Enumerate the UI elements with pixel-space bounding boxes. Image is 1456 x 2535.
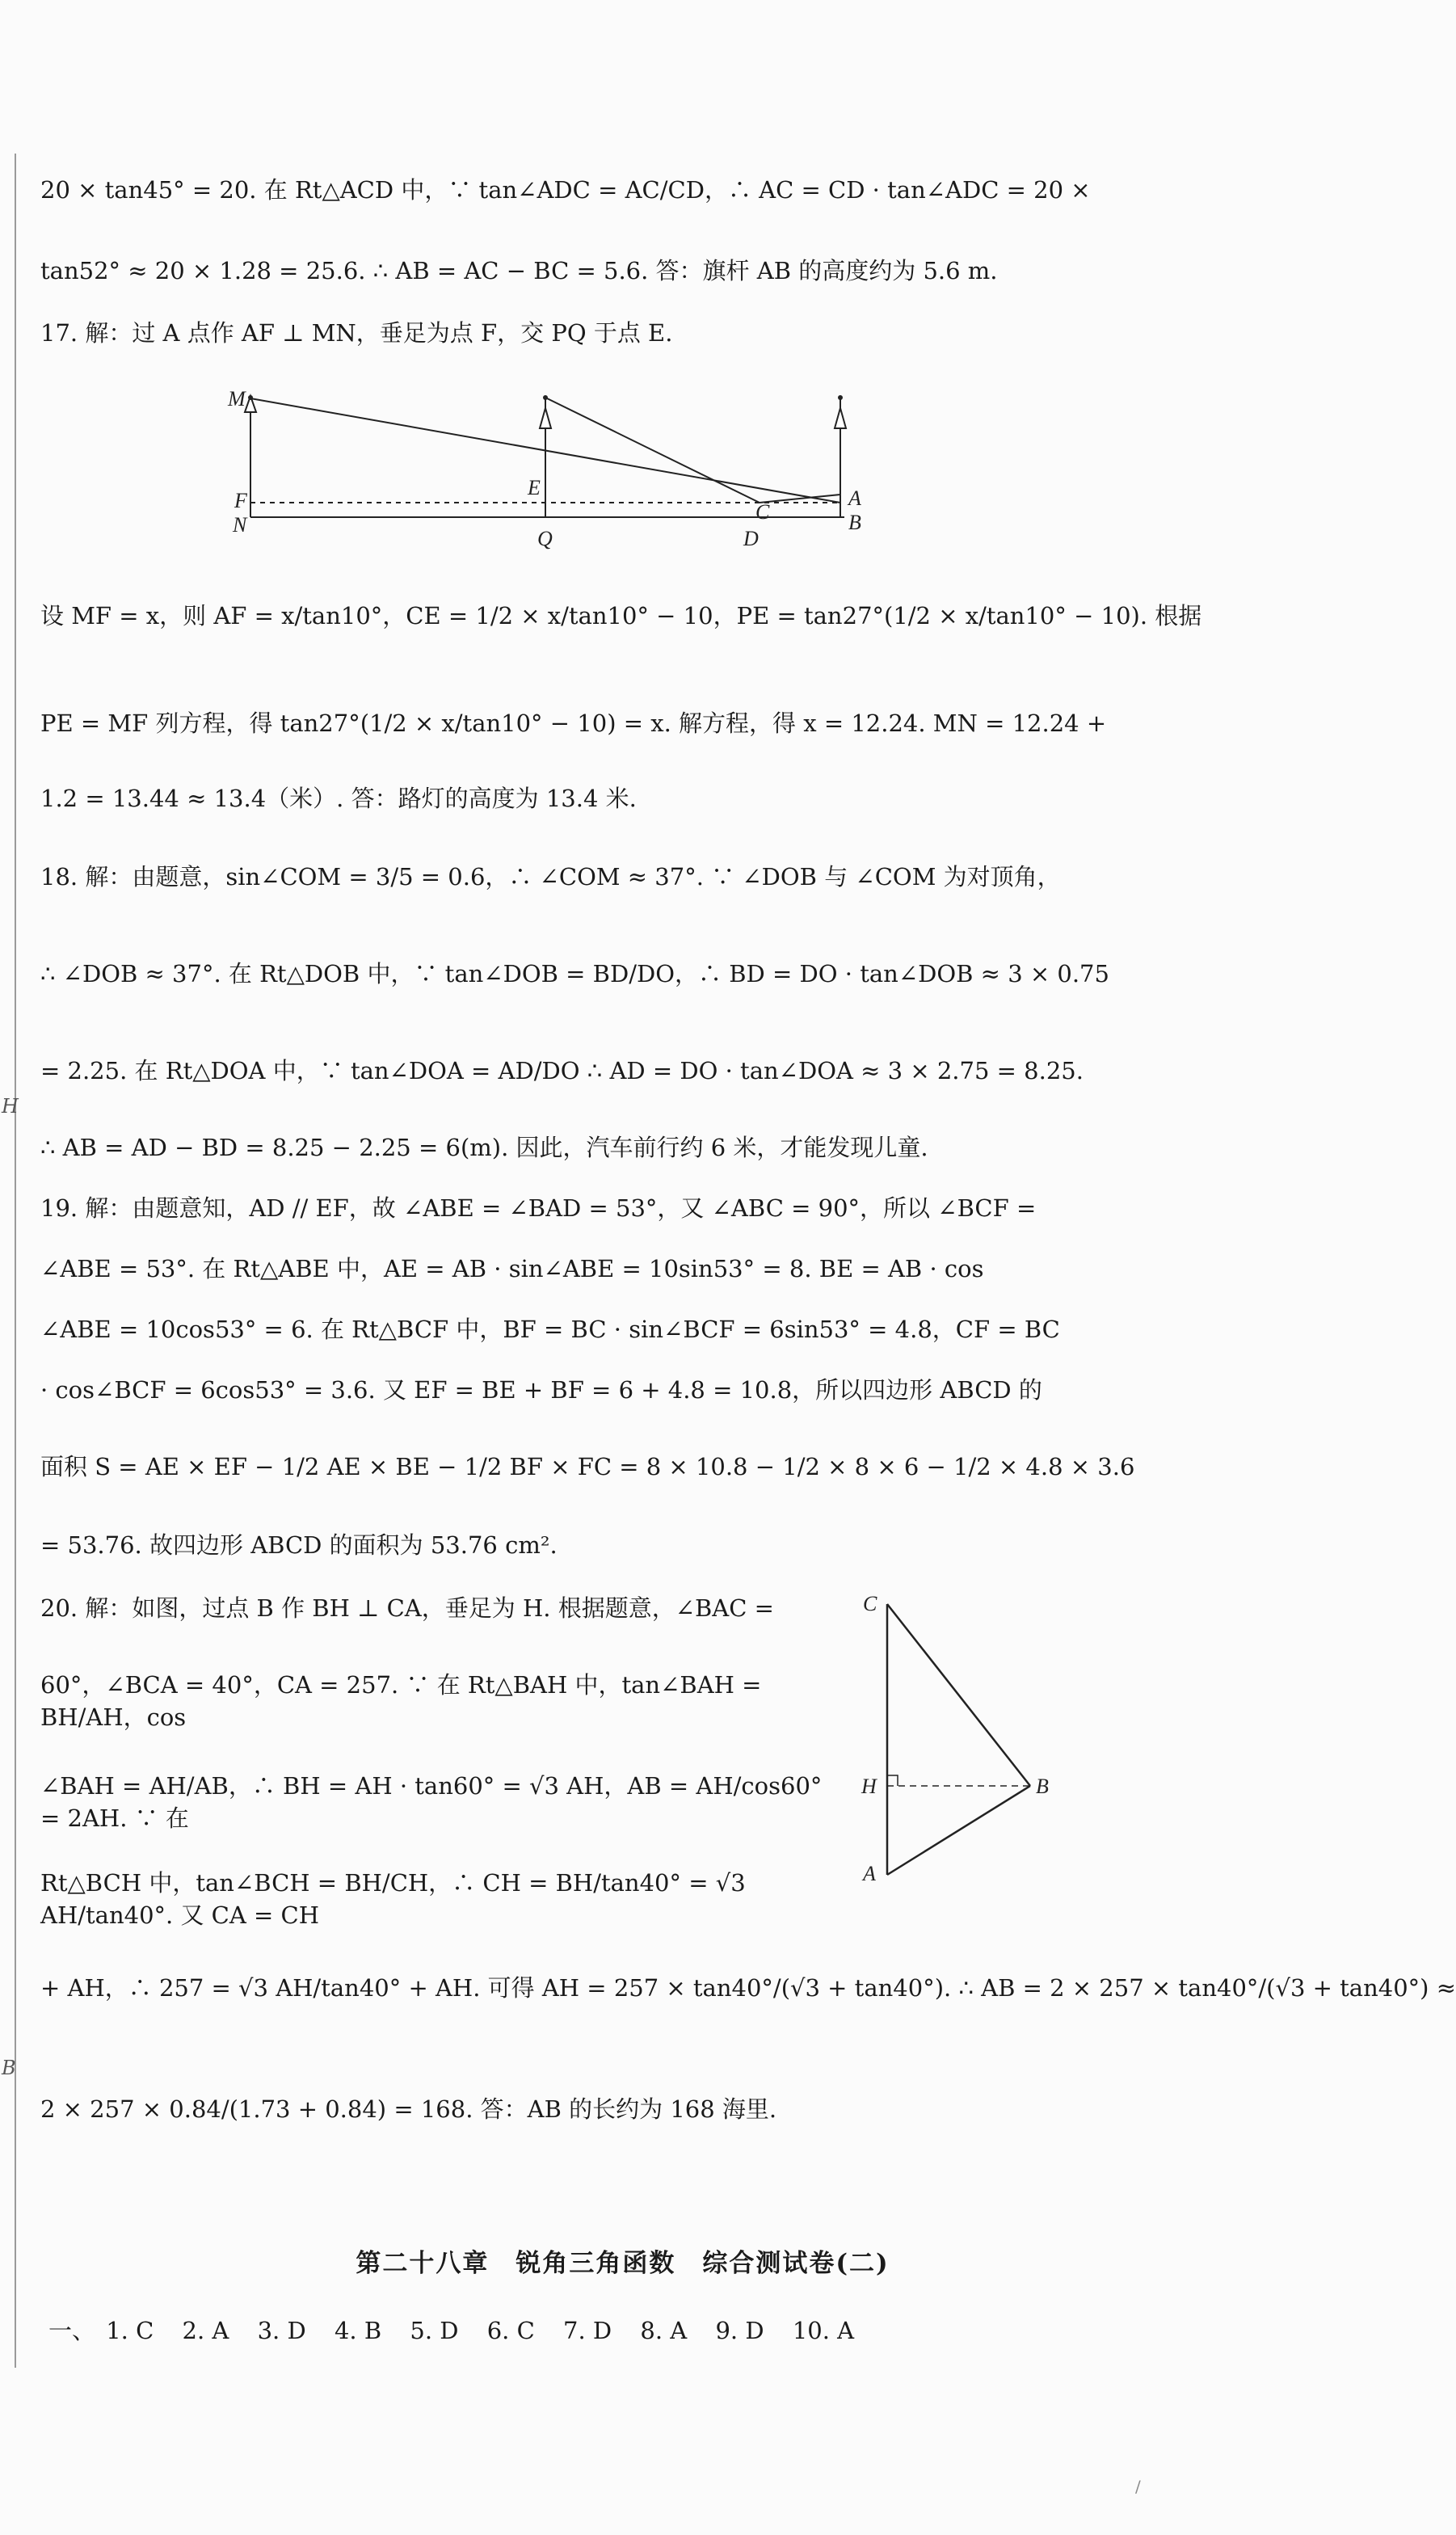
- answer-item: 8. A: [640, 2317, 688, 2344]
- text-line: 17. 解：过 A 点作 AF ⊥ MN，垂足为点 F，交 PQ 于点 E.: [40, 319, 673, 347]
- figure-label: H: [861, 1775, 877, 1798]
- text-line: tan52° ≈ 20 × 1.28 = 25.6. ∴ AB = AC − BC = 5.6. 答：旗杆 AB 的高度约为 5.6 m.: [40, 257, 998, 284]
- answer-item: 4. B: [334, 2317, 382, 2344]
- answer-item: 6. C: [486, 2317, 535, 2344]
- text-line: + AH，∴ 257 = √3 AH/tan40° + AH. 可得 AH = 257 × tan40°/(√3 + tan40°). ∴ AB = 2 × 257 × tan40°/(√3 + tan40°) ≈: [40, 1974, 1456, 2002]
- text-line: 20. 解：如图，过点 B 作 BH ⊥ CA，垂足为 H. 根据题意，∠BAC =: [40, 1594, 774, 1622]
- text-line: 20 × tan45° = 20. 在 Rt△ACD 中，∵ tan∠ADC = AC/CD，∴ AC = CD · tan∠ADC = 20 ×: [40, 176, 1091, 204]
- answer-item: 5. D: [410, 2317, 459, 2344]
- margin-mark: H: [2, 1095, 19, 1118]
- text-line: 60°，∠BCA = 40°，CA = 257. ∵ 在 Rt△BAH 中，tan∠BAH = BH/AH，cos: [40, 1671, 762, 1731]
- figure-label: A: [848, 486, 861, 510]
- answer-item: 2. A: [182, 2317, 229, 2344]
- text-line: ∠ABE = 53°. 在 Rt△ABE 中，AE = AB · sin∠ABE = 10sin53° = 8. BE = AB · cos: [40, 1255, 984, 1282]
- figure-17-diagram: [226, 380, 873, 558]
- text-line: ∴ ∠DOB ≈ 37°. 在 Rt△DOB 中，∵ tan∠DOB = BD/DO，∴ BD = DO · tan∠DOB ≈ 3 × 0.75: [40, 960, 1109, 987]
- text-line: ∴ AB = AD − BD = 8.25 − 2.25 = 6(m). 因此，汽车前行约 6 米，才能发现儿童.: [40, 1134, 928, 1161]
- answer-item: 7. D: [563, 2317, 612, 2344]
- margin-mark: B: [2, 2057, 16, 2079]
- figure-label: A: [863, 1862, 876, 1885]
- section-heading: 第二十八章 锐角三角函数 综合测试卷(二): [356, 2249, 890, 2278]
- figure-label: Q: [537, 527, 553, 550]
- page-mark: /: [1135, 2477, 1141, 2496]
- text-line: 19. 解：由题意知，AD // EF，故 ∠ABE = ∠BAD = 53°，又 ∠ABC = 90°，所以 ∠BCF =: [40, 1194, 1037, 1222]
- figure-label: C: [863, 1592, 877, 1615]
- answer-item: 3. D: [257, 2317, 306, 2344]
- text-line: 1.2 = 13.44 ≈ 13.4（米）. 答：路灯的高度为 13.4 米.: [40, 785, 637, 812]
- text-line: 面积 S = AE × EF − 1/2 AE × BE − 1/2 BF × FC = 8 × 10.8 − 1/2 × 8 × 6 − 1/2 × 4.8 × 3.6: [40, 1453, 1135, 1480]
- text-line: 18. 解：由题意，sin∠COM = 3/5 = 0.6，∴ ∠COM ≈ 37°. ∵ ∠DOB 与 ∠COM 为对顶角，: [40, 863, 1061, 891]
- figure-label: B: [1036, 1775, 1049, 1798]
- figure-label: N: [233, 513, 247, 537]
- figure-label: M: [228, 387, 246, 411]
- text-line: · cos∠BCF = 6cos53° = 3.6. 又 EF = BE + BF = 6 + 4.8 = 10.8，所以四边形 ABCD 的: [40, 1376, 1042, 1404]
- text-line: 设 MF = x，则 AF = x/tan10°，CE = 1/2 × x/tan10° − 10，PE = tan27°(1/2 × x/tan10° − 10). 根据: [40, 602, 1202, 630]
- figure-label: B: [848, 511, 861, 534]
- text-line: ∠BAH = AH/AB，∴ BH = AH · tan60° = √3 AH，AB = AH/cos60° = 2AH. ∵ 在: [40, 1772, 823, 1832]
- text-line: Rt△BCH 中，tan∠BCH = BH/CH，∴ CH = BH/tan40° = √3 AH/tan40°. 又 CA = CH: [40, 1869, 746, 1929]
- answer-item: 9. D: [715, 2317, 764, 2344]
- text-line: PE = MF 列方程，得 tan27°(1/2 × x/tan10° − 10) = x. 解方程，得 x = 12.24. MN = 12.24 +: [40, 710, 1107, 737]
- answer-list: [48, 2313, 875, 2346]
- text-line: = 2.25. 在 Rt△DOA 中，∵ tan∠DOA = AD/DO ∴ AD = DO · tan∠DOA ≈ 3 × 2.75 = 8.25.: [40, 1057, 1084, 1084]
- answer-item: 1. C: [106, 2317, 154, 2344]
- figure-label: D: [743, 527, 759, 550]
- figure-20-diagram: [856, 1588, 1067, 1895]
- text-line: = 53.76. 故四边形 ABCD 的面积为 53.76 cm².: [40, 1531, 558, 1559]
- answer-item: 10. A: [792, 2317, 855, 2344]
- text-line: 2 × 257 × 0.84/(1.73 + 0.84) = 168. 答：AB 的长约为 168 海里.: [40, 2095, 777, 2123]
- figure-label: C: [755, 500, 770, 524]
- binding-line: [15, 154, 16, 2368]
- text-line: ∠ABE = 10cos53° = 6. 在 Rt△BCF 中，BF = BC · sin∠BCF = 6sin53° = 4.8，CF = BC: [40, 1316, 1060, 1343]
- figure-label: F: [234, 489, 247, 512]
- figure-label: E: [528, 476, 541, 499]
- answer-prefix: 一、: [48, 2317, 96, 2344]
